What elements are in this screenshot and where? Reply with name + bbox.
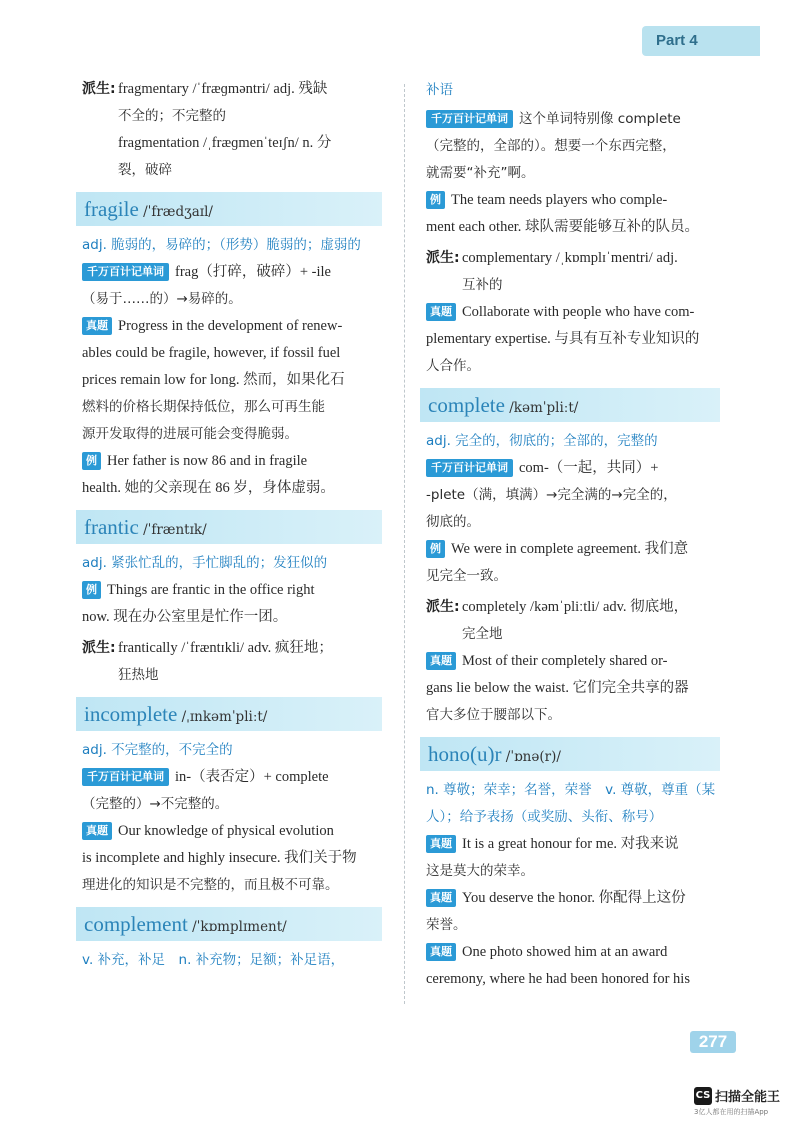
left-column [82, 76, 382, 974]
text-line: We were in complete agreement. 我们意 [451, 541, 689, 557]
text-line: fragmentation /ˌfræɡmenˈteɪʃn/ n. 分 [118, 135, 332, 151]
text-line: Most of their completely shared or- [462, 653, 668, 669]
derivative-block-fragmentary [82, 76, 382, 184]
text-line: ables could be fragile, however, if fossil fuel [82, 345, 341, 361]
memory-tip [82, 259, 382, 313]
text-line: 狂热地 [118, 667, 159, 683]
phonetic: /ˈɒnə(r)/ [501, 749, 561, 765]
headword-honour [420, 737, 720, 771]
text-line: It is a great honour for me. 对我来说 [462, 836, 679, 852]
text-line: 人合作。 [426, 358, 480, 374]
text-line: now. 现在办公室里是忙作一团。 [82, 609, 288, 625]
text-line: prices remain low for long. 然而，如果化石 [82, 372, 345, 388]
derivative-label: 派生: [82, 640, 116, 656]
text-line: Our knowledge of physical evolution [118, 823, 334, 839]
exam-sentence [82, 818, 382, 899]
example-badge: 例 [82, 581, 101, 599]
memory-tip [426, 455, 724, 536]
headword-frantic [76, 510, 382, 544]
text-line: 就需要“补充”啊。 [426, 165, 535, 181]
exam-badge: 真题 [82, 822, 112, 840]
text-line: gans lie below the waist. 它们完全共享的器 [426, 680, 689, 696]
exam-sentence [426, 939, 724, 993]
phonetic: /ˈfræntɪk/ [138, 522, 207, 538]
headword-complete [420, 388, 720, 422]
text-line: 理进化的知识是不完整的，而且极不可靠。 [82, 877, 339, 893]
text-line: 官大多位于腰部以下。 [426, 707, 561, 723]
derivative-label: 派生: [426, 250, 460, 266]
text-line: Collaborate with people who have com- [462, 304, 695, 320]
scanner-logo-icon: CS [694, 1087, 712, 1105]
memory-badge: 千万百计记单词 [82, 768, 169, 786]
right-column [426, 76, 724, 993]
exam-badge: 真题 [82, 317, 112, 335]
exam-sentence [426, 831, 724, 885]
text-line: 不全的；不完整的 [118, 108, 226, 124]
exam-sentence [82, 313, 382, 448]
page-number: 277 [690, 1031, 736, 1053]
text-line: 这个单词特别像 complete [519, 111, 681, 127]
headword-incomplete [76, 697, 382, 731]
definition: n. 尊敬；荣幸；名誉，荣誉 v. 尊敬，尊重（某人）；给予表扬（或奖励、头衔、称号） [426, 782, 716, 825]
derivative-block-frantically [82, 635, 382, 689]
exam-badge: 真题 [426, 889, 456, 907]
exam-badge: 真题 [426, 943, 456, 961]
text-line: 荣誉。 [426, 917, 467, 933]
headword-fragile [76, 192, 382, 226]
text-line: （易于……的）→易碎的。 [82, 291, 242, 307]
definition: v. 补充，补足 n. 补充物；足额；补足语， [82, 952, 345, 968]
derivative-block-complementary [426, 245, 724, 299]
exam-badge: 真题 [426, 303, 456, 321]
headword-text: complete [428, 393, 505, 417]
column-divider [404, 84, 405, 1004]
phonetic: /kəmˈpliːt/ [504, 400, 579, 416]
text-line: （完整的，全部的）。想要一个东西完整， [426, 138, 676, 154]
text-line: ment each other. 球队需要能够互补的队员。 [426, 219, 700, 235]
example-sentence [426, 187, 724, 241]
text-line: 这是莫大的荣幸。 [426, 863, 534, 879]
exam-badge: 真题 [426, 835, 456, 853]
scanner-tagline: 3亿人都在用的扫描App [694, 1108, 769, 1116]
text-line: Things are frantic in the office right [107, 582, 315, 598]
text-line: frantically /ˈfræntɪkli/ adv. 疯狂地； [118, 640, 333, 656]
text-line: 源开发取得的进展可能会变得脆弱。 [82, 426, 298, 442]
text-line: is incomplete and highly insecure. 我们关于物 [82, 850, 357, 866]
derivative-label: 派生: [82, 81, 116, 97]
memory-badge: 千万百计记单词 [426, 459, 513, 477]
exam-badge: 真题 [426, 652, 456, 670]
definition-continued: 补语 [426, 82, 453, 98]
part-tab: Part 4 [642, 26, 760, 56]
scanner-name: 扫描全能王 [715, 1090, 781, 1105]
text-line: Her father is now 86 and in fragile [107, 453, 308, 469]
memory-badge: 千万百计记单词 [426, 110, 513, 128]
text-line: 互补的 [462, 277, 503, 293]
text-line: in-（表否定）+ complete [175, 769, 329, 785]
phonetic: /ˌɪnkəmˈpliːt/ [177, 709, 268, 725]
text-line: Progress in the development of renew- [118, 318, 343, 334]
text-line: 裂，破碎 [118, 162, 172, 178]
text-line: frag（打碎，破碎）+ -ile [175, 264, 331, 280]
text-line: You deserve the honor. 你配得上这份 [462, 890, 686, 906]
text-line: complementary /ˌkɒmplɪˈmentri/ adj. [462, 250, 678, 266]
text-line: （完整的）→不完整的。 [82, 796, 229, 812]
scanner-watermark [694, 1085, 780, 1117]
exam-sentence [426, 299, 724, 380]
derivative-block-completely [426, 594, 724, 648]
phonetic: /ˈfrædʒaɪl/ [138, 204, 213, 220]
text-line: ceremony, where he had been honored for his [426, 971, 690, 987]
derivative-label: 派生: [426, 599, 460, 615]
text-line: The team needs players who comple- [451, 192, 668, 208]
example-sentence [426, 536, 724, 590]
headword-text: hono(u)r [428, 742, 502, 766]
exam-sentence [426, 648, 724, 729]
text-line: com-（一起，共同）+ [519, 460, 659, 476]
text-line: 彻底的。 [426, 514, 480, 530]
example-badge: 例 [426, 540, 445, 558]
memory-badge: 千万百计记单词 [82, 263, 169, 281]
text-line: 见完全一致。 [426, 568, 507, 584]
text-line: plementary expertise. 与具有互补专业知识的 [426, 331, 700, 347]
example-badge: 例 [82, 452, 101, 470]
headword-text: incomplete [84, 702, 178, 726]
text-line: 完全地 [462, 626, 503, 642]
headword-text: frantic [84, 515, 139, 539]
example-badge: 例 [426, 191, 445, 209]
exam-sentence [426, 885, 724, 939]
headword-text: fragile [84, 197, 139, 221]
phonetic: /ˈkɒmplɪment/ [187, 919, 287, 935]
headword-text: complement [84, 912, 188, 936]
definition: adj. 紧张忙乱的，手忙脚乱的；发狂似的 [82, 555, 328, 571]
text-line: health. 她的父亲现在 86 岁，身体虚弱。 [82, 480, 335, 496]
example-sentence [82, 577, 382, 631]
memory-tip [82, 764, 382, 818]
text-line: -plete（满，填满）→完全满的→完全的， [426, 487, 677, 503]
memory-tip [426, 106, 724, 187]
definition: adj. 脆弱的，易碎的；（形势）脆弱的；虚弱的 [82, 237, 361, 253]
text-line: 燃料的价格长期保持低位，那么可再生能 [82, 399, 325, 415]
headword-complement [76, 907, 382, 941]
definition: adj. 完全的，彻底的；全部的，完整的 [426, 433, 658, 449]
text-line: completely /kəmˈpliːtli/ adv. 彻底地， [462, 599, 689, 615]
text-line: One photo showed him at an award [462, 944, 668, 960]
definition: adj. 不完整的，不完全的 [82, 742, 233, 758]
example-sentence [82, 448, 382, 502]
text-line: fragmentary /ˈfræɡməntri/ adj. 残缺 [118, 81, 328, 97]
